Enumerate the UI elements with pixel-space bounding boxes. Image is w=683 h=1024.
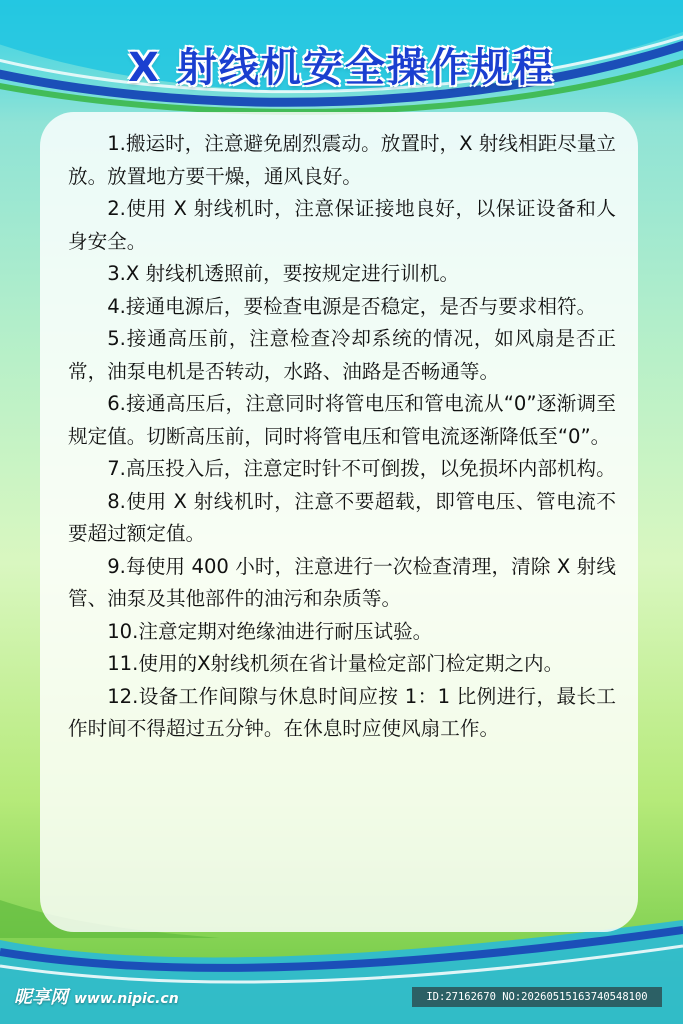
regulation-item-5: 5.接通高压前，注意检查冷却系统的情况，如风扇是否正常，油泵电机是否转动，水路、油路是否畅通等。 bbox=[68, 327, 616, 383]
page-title: X 射线机安全操作规程 bbox=[128, 45, 555, 91]
regulation-item-8: 8.使用 X 射线机时，注意不要超载，即管电压、管电流不要超过额定值。 bbox=[68, 489, 616, 545]
regulation-item-11: 11.使用的X射线机须在省计量检定部门检定期之内。 bbox=[107, 652, 564, 675]
regulation-item-3: 3.X 射线机透照前，要按规定进行训机。 bbox=[107, 262, 460, 285]
watermark-logo bbox=[14, 983, 179, 1009]
watermark-id-bar: ID:27162670 NO:20260515163740548100 bbox=[412, 987, 662, 1007]
regulation-item-1: 1.搬运时，注意避免剧烈震动。放置时，X 射线相距尽量立放。放置地方要干燥，通风良好。 bbox=[68, 132, 616, 188]
regulation-list bbox=[68, 128, 616, 746]
watermark-logo-text: 昵享网 bbox=[14, 987, 68, 1008]
regulation-item-4: 4.接通电源后，要检查电源是否稳定，是否与要求相符。 bbox=[107, 294, 597, 318]
regulation-item-9: 9.每使用 400 小时，注意进行一次检查清理，清除 X 射线管、油泵及其他部件的油污和杂质等。 bbox=[68, 554, 616, 610]
regulation-item-6: 6.接通高压后，注意同时将管电压和管电流从“0”逐渐调至规定值。切断高压前，同时将管电压和管电流逐渐降低至“0”。 bbox=[68, 392, 616, 448]
regulation-item-7: 7.高压投入后，注意定时针不可倒拨，以免损坏内部机构。 bbox=[107, 457, 616, 480]
regulation-item-12: 12.设备工作间隙与休息时间应按 1：1 比例进行，最长工作时间不得超过五分钟。在休息时应使风扇工作。 bbox=[68, 684, 616, 740]
watermark-url: www.nipic.cn bbox=[74, 991, 179, 1007]
regulation-item-10: 10.注意定期对绝缘油进行耐压试验。 bbox=[107, 619, 433, 643]
regulation-item-2: 2.使用 X 射线机时，注意保证接地良好，以保证设备和人身安全。 bbox=[68, 197, 616, 253]
